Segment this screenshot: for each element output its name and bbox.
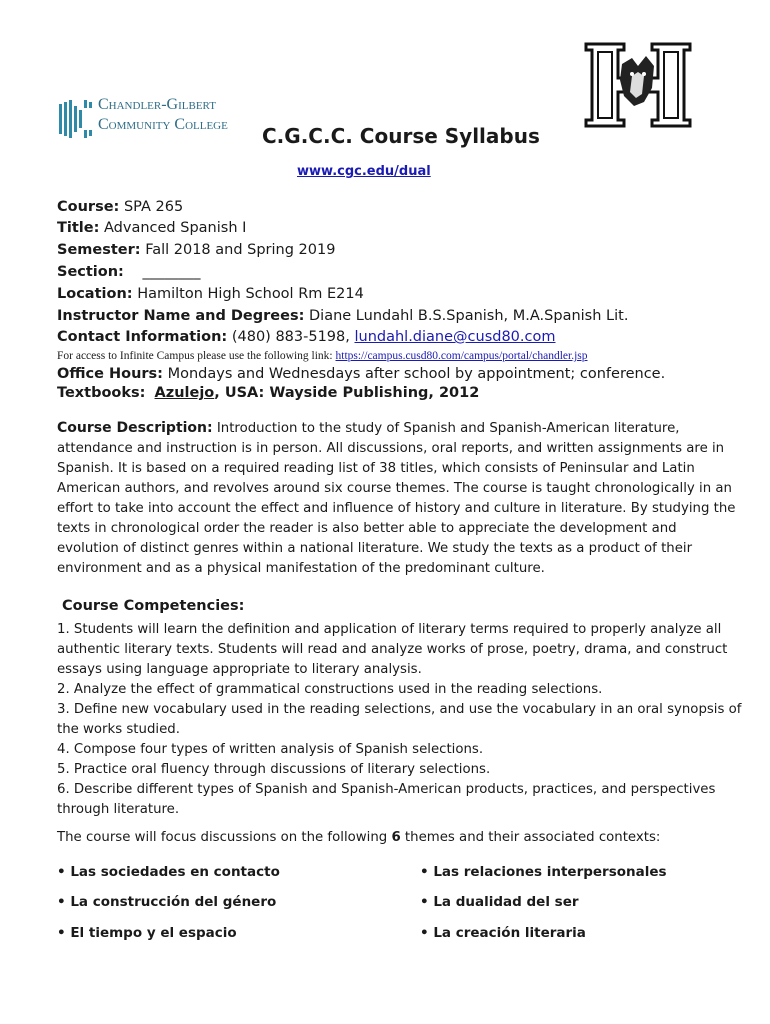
college-logo (56, 94, 256, 146)
themes-intro-before: The course will focus discussions on the following (57, 830, 392, 845)
theme-item: • El tiempo y el espacio (57, 925, 237, 941)
course-description-text: Introduction to the study of Spanish and Spanish-American literature, attendance and instruction is in person. All discussions, oral reports, and written assignments are in Spanish. It is based on a required reading list of 38 titles, which consists of Peninsular and Latin American authors, and revolves around six course themes. The course is taught chronologically in an effort to take into account the effect and influence of history and culture in literature. By studying the texts in chronological order the reader is also better able to appreciate the development and evolution of distinct genres within a national literature. We study the texts as a product of their environment and as a physical manifestation of the predominant culture. (57, 421, 736, 576)
semester-label: Semester: (57, 242, 141, 258)
section-value: ________ (142, 264, 201, 280)
section-line (57, 264, 200, 280)
instructor-label: Instructor Name and Degrees: (57, 308, 305, 324)
contact-label: Contact Information: (57, 329, 228, 345)
contact-phone: (480) 883-5198, (231, 329, 350, 345)
office-hours-label: Office Hours: (57, 366, 163, 382)
semester-value: Fall 2018 and Spring 2019 (145, 242, 336, 258)
website-link[interactable]: www.cgc.edu/dual (297, 164, 431, 179)
course-value: SPA 265 (123, 199, 184, 215)
themes-count: 6 (391, 830, 401, 845)
title-line (57, 220, 246, 236)
competency-item: 2. Analyze the effect of grammatical constructions used in the reading selections. (57, 682, 603, 697)
theme-item: • Las relaciones interpersonales (420, 864, 667, 880)
competency-item: 1. Students will learn the definition and application of literary terms required to properly analyze all authentic literary texts. Students will read and analyze works of prose, poetry, drama, and construct essays using language appropriate to literary analysis. (57, 622, 728, 677)
textbook-title: Azulejo (154, 385, 215, 401)
instructor-line (57, 308, 628, 324)
page-title: C.G.C.C. Course Syllabus (262, 124, 540, 148)
competency-item: 4. Compose four types of written analysis of Spanish selections. (57, 742, 484, 757)
college-name-line2: Community College (98, 116, 228, 133)
college-name-line1: Chandler-Gilbert (98, 96, 216, 113)
themes-intro-after: themes and their associated contexts: (400, 830, 661, 845)
themes-intro (57, 830, 660, 845)
competency-item: 3. Define new vocabulary used in the reading selections, and use the vocabulary in an oral synopsis of the works studied. (57, 702, 742, 737)
course-description (57, 418, 741, 579)
course-description-label: Course Description: (57, 420, 213, 436)
theme-item: • La construcción del género (57, 894, 277, 910)
location-value: Hamilton High School Rm E214 (137, 286, 364, 302)
instructor-value: Diane Lundahl B.S.Spanish, M.A.Spanish Lit. (309, 308, 629, 324)
competencies-heading: Course Competencies: (62, 598, 245, 614)
campus-note-text: For access to Infinite Campus please use the following link: (57, 350, 333, 362)
competencies-list (57, 620, 747, 820)
location-label: Location: (57, 286, 133, 302)
theme-item: • La creación literaria (420, 925, 586, 941)
campus-note (57, 350, 588, 362)
office-hours-value: Mondays and Wednesdays after school by appointment; conference. (167, 366, 666, 382)
contact-line (57, 329, 556, 345)
title-label: Title: (57, 220, 100, 236)
title-value: Advanced Spanish I (104, 220, 247, 236)
textbooks-label: Textbooks: (57, 385, 146, 401)
textbook-publisher: , USA: Wayside Publishing, 2012 (214, 385, 480, 401)
competency-item: 6. Describe different types of Spanish and Spanish-American products, practices, and perspectives through literature. (57, 782, 716, 817)
competency-item: 5. Practice oral fluency through discussions of literary selections. (57, 762, 491, 777)
semester-line (57, 242, 335, 258)
campus-portal-link[interactable]: https://campus.cusd80.com/campus/portal/chandler.jsp (335, 350, 588, 362)
location-line (57, 286, 364, 302)
hamilton-h-logo-icon (584, 42, 692, 128)
course-line (57, 199, 183, 215)
theme-item: • Las sociedades en contacto (57, 864, 280, 880)
course-label: Course: (57, 199, 120, 215)
theme-item: • La dualidad del ser (420, 894, 579, 910)
textbooks-line (57, 385, 479, 401)
college-emblem-icon (56, 96, 98, 142)
office-hours-line (57, 366, 665, 382)
contact-email-link[interactable]: lundahl.diane@cusd80.com (354, 329, 556, 345)
section-label: Section: (57, 264, 124, 280)
